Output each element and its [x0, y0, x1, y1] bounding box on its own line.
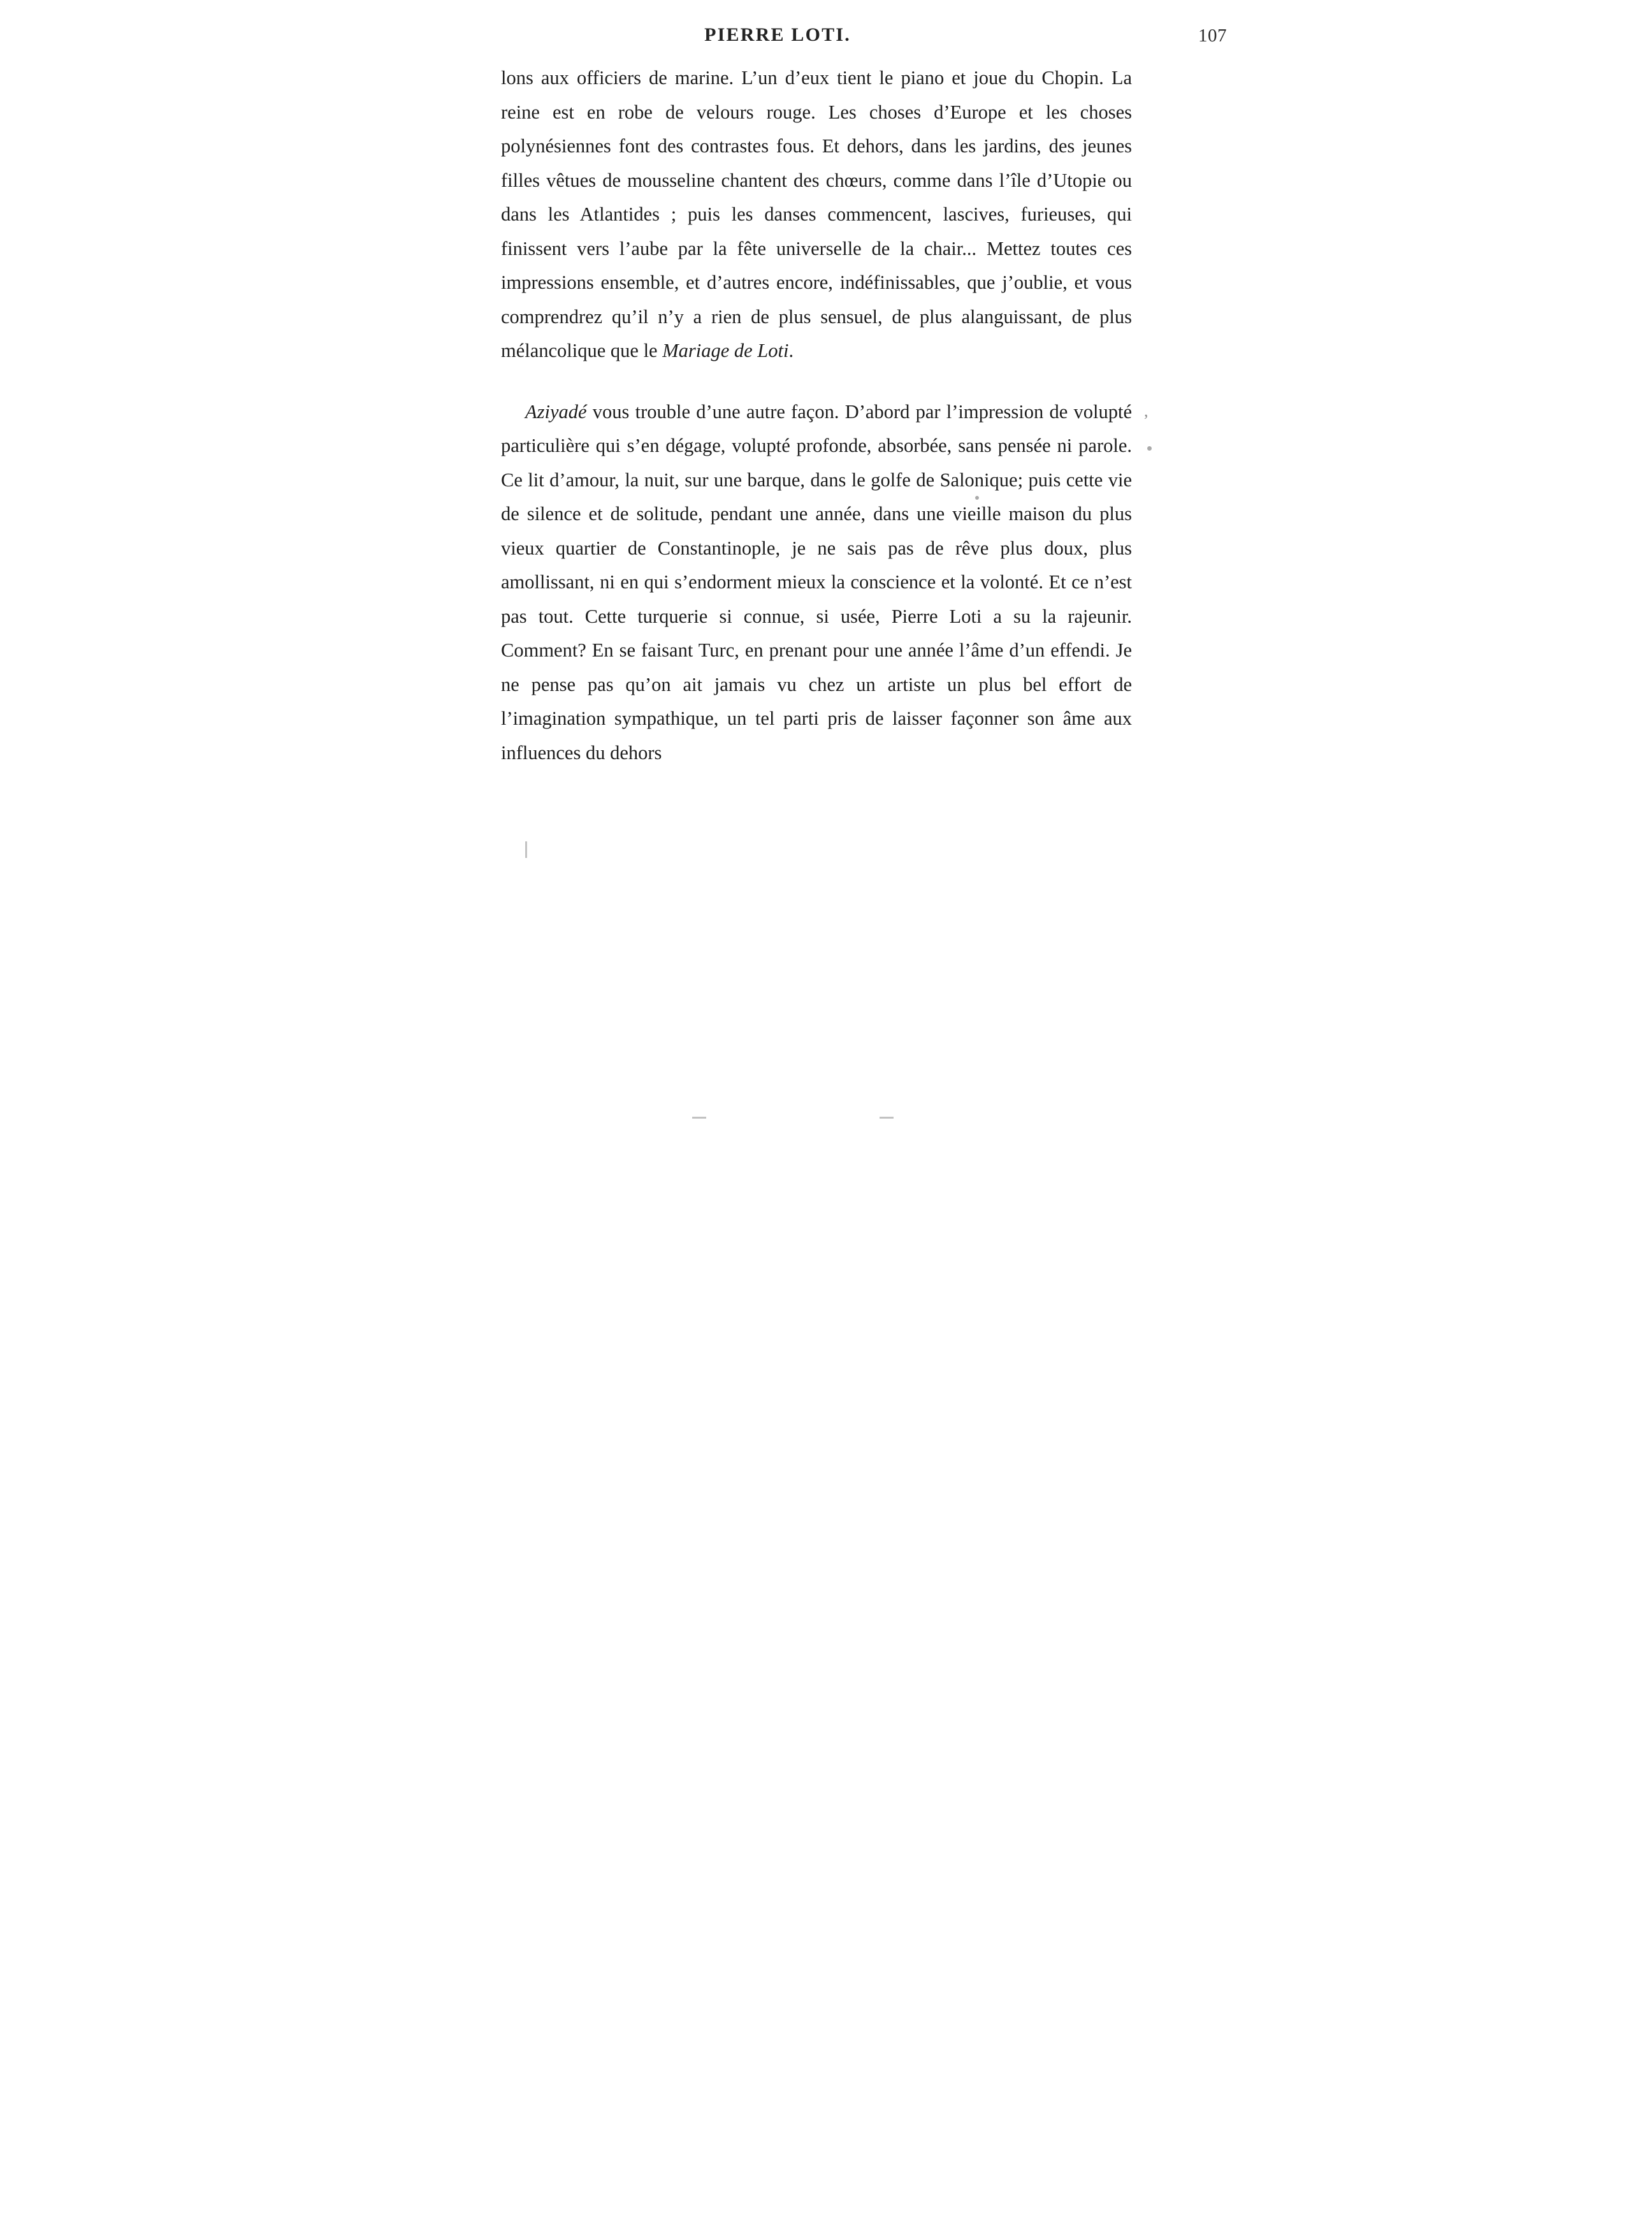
italic-run: Aziyadé: [525, 400, 587, 423]
scan-tick: [525, 841, 527, 858]
text-run: .: [788, 340, 794, 361]
text-run: lons aux officiers de marine. L’un d’eux tient le piano et joue du Chopin. La reine est en robe de velours rouge. Les choses d’Europe et les choses polynésiennes font des contrastes fous. Et dehors, dans les jardins, des jeunes filles vêtues de mousseline chantent des chœurs, comme dans l’île d’Utopie ou dans les Atlantides ; puis les danses commencent, lascives, furieuses, qui finissent vers l’aube par la fête universelle de la chair... Mettez toutes ces impressions ensemble, et d’autres encore, indéfinissables, que j’oublie, et vous comprendrez qu’il n’y a rien de plus sensuel, de plus alanguissant, de plus mélancolique que le: [501, 67, 1132, 361]
scan-mark: ,: [1144, 402, 1148, 420]
body-text: [501, 61, 1132, 770]
text-run: vous trouble d’une autre façon. D’abord par l’impression de volupté particulière qui s’en dégage, volupté profonde, absorbée, sans pensée ni parole. Ce lit d’amour, la nuit, sur une barque, dans le golfe de Salonique; puis cette vie de silence et de solitude, pendant une année, dans une vieille maison du plus vieux quartier de Constantinople, je ne sais pas de rêve plus doux, plus amollissant, ni en qui s’endorment mieux la conscience et la volonté. Et ce n’est pas tout. Cette turquerie si connue, si usée, Pierre Loti a su la rajeunir. Comment? En se faisant Turc, en prenant pour une année l’âme d’un effendi. Je ne pense pas qu’on ait jamais vu chez un artiste un plus bel effort de l’imagination sympathique, un tel parti pris de laisser façonner son âme aux influences du dehors: [501, 400, 1132, 764]
running-head: PIERRE LOTI.: [704, 24, 851, 45]
page-number: 107: [1198, 25, 1227, 46]
page-header: [497, 24, 1173, 55]
italic-run: Mariage de Loti: [662, 340, 789, 361]
paragraph-2: [501, 395, 1132, 771]
scan-speck: [975, 496, 979, 500]
scan-speck: [1147, 446, 1152, 451]
paragraph-1: [501, 61, 1132, 368]
scan-tick: [880, 1117, 894, 1119]
scan-tick: [692, 1117, 706, 1119]
